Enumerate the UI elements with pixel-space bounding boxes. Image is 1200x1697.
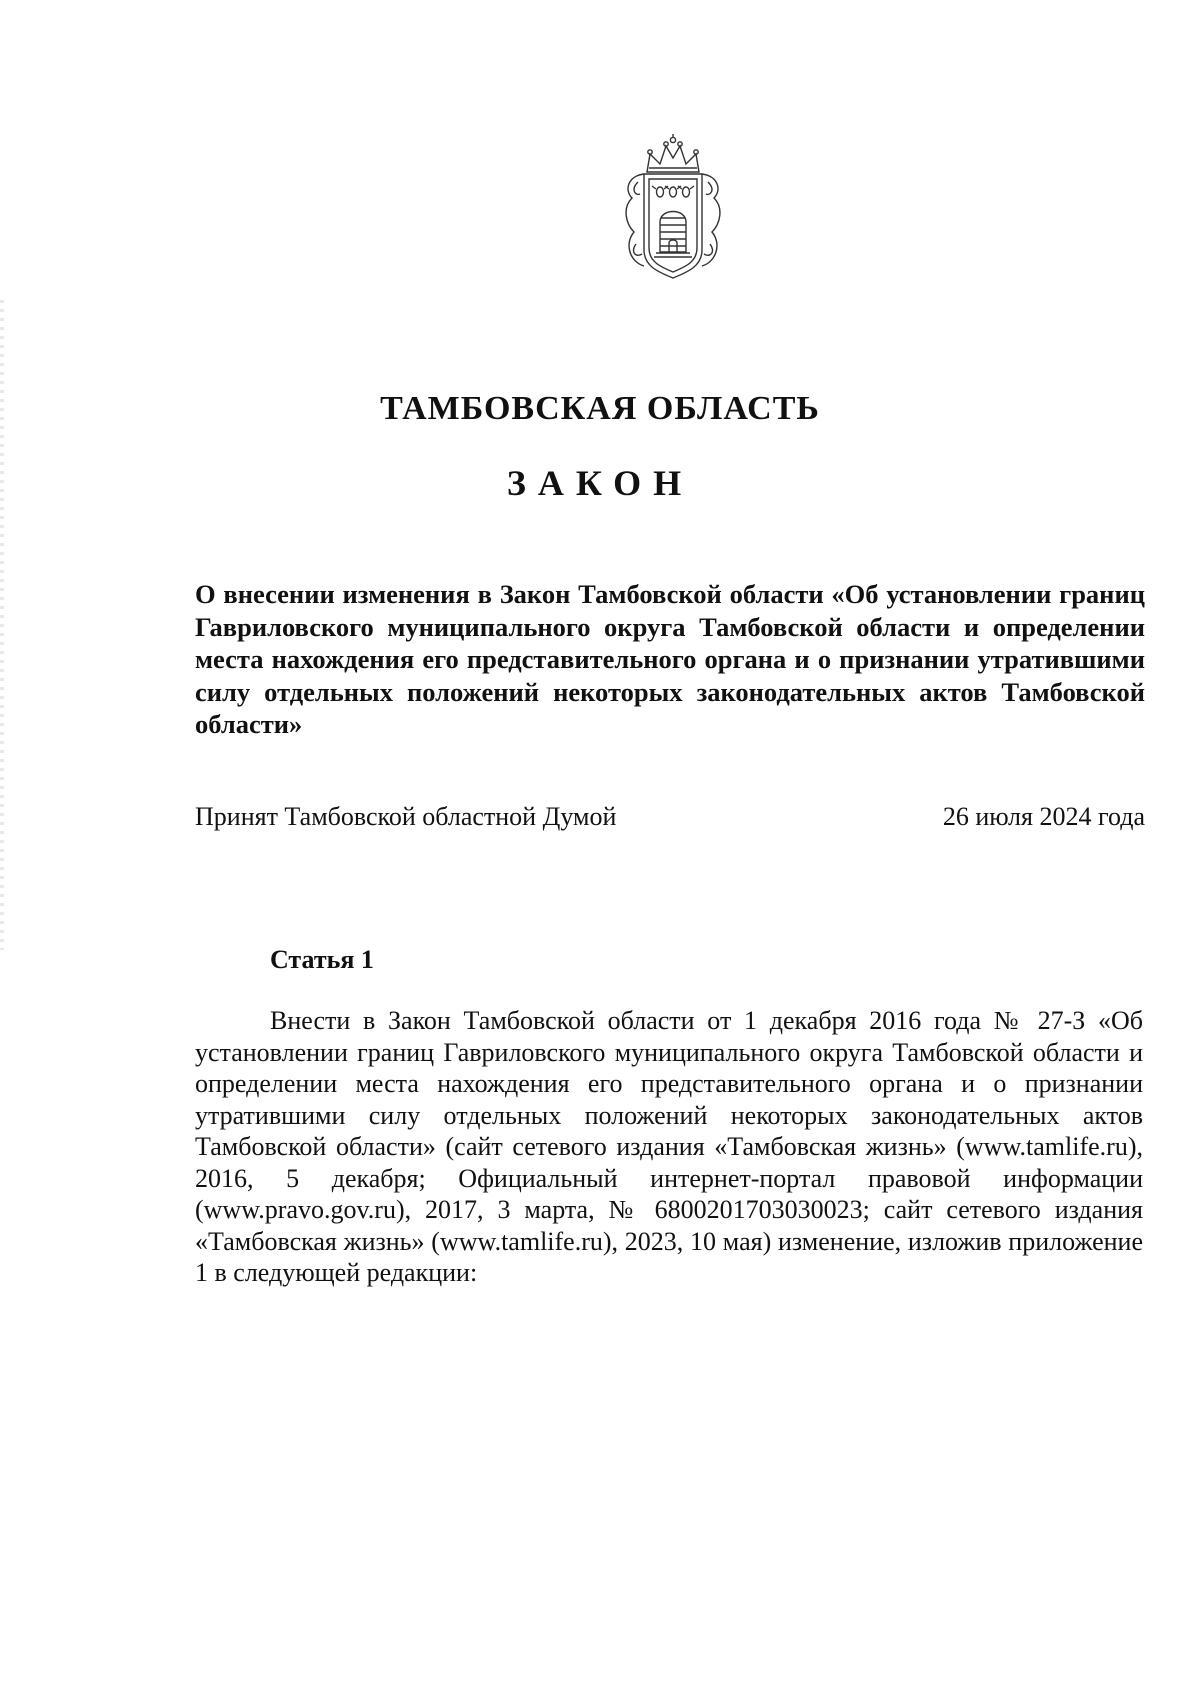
adoption-date: 26 июля 2024 года xyxy=(942,802,1145,831)
region-title: ТАМБОВСКАЯ ОБЛАСТЬ xyxy=(380,390,820,427)
article-body: Внести в Закон Тамбовской области от 1 декабря 2016 года № 27-З «Об установлении границ Гавриловского муниципального округа Тамбовской области и определении места нахождения его представительного органа и о признании утратившими силу отдельных положений некоторых законодательных актов Тамбовской области» (сайт сетевого издания «Тамбовская жизнь» (www.tamlife.ru), 2016, 5 декабря; Официальный интернет-портал правовой информации (www.pravo.gov.ru), 2017, 3 марта, № 6800201703030023; сайт сетевого издания «Тамбовская жизнь» (www.tamlife.ru), 2023, 10 мая) изменение, изложив приложение 1 в следующей редакции: xyxy=(195,1006,1143,1287)
adoption-line xyxy=(195,802,1145,832)
law-title: О внесении изменения в Закон Тамбовской области «Об установлении границ Гавриловского муниципального округа Тамбовской области и определении места нахождения его представительного органа и о признании утратившими силу отдельных положений некоторых законодательных актов Тамбовской области» xyxy=(195,579,1145,739)
tambov-coat-of-arms-icon xyxy=(614,132,732,284)
article-heading: Статья 1 xyxy=(270,945,374,974)
adopted-by-text: Принят Тамбовской областной Думой xyxy=(195,802,617,831)
document-type-title: ЗАКОН xyxy=(506,463,694,503)
